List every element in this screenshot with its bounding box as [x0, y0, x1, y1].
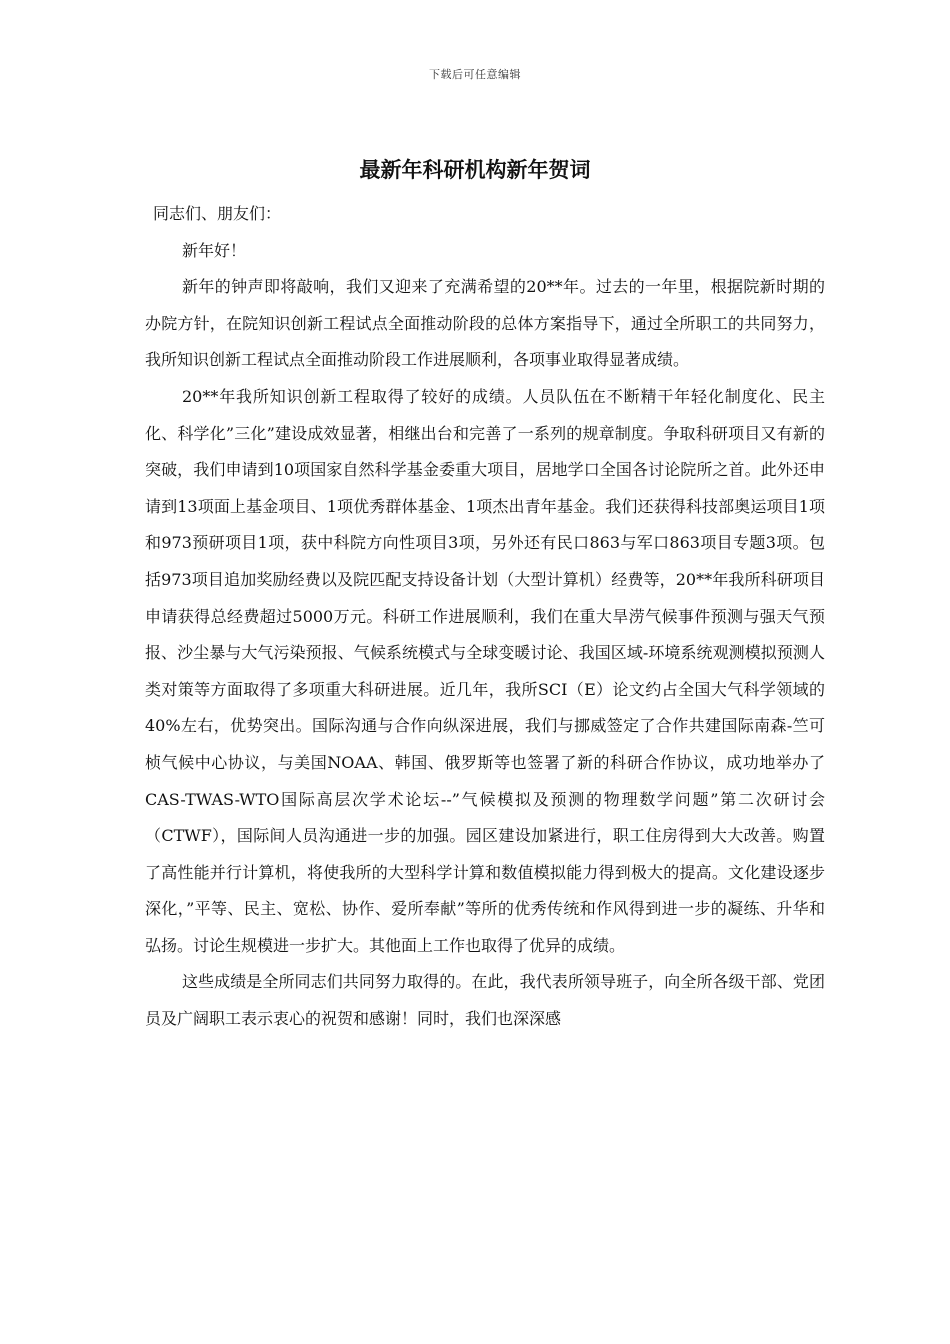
- paragraph-greeting: 新年好！: [182, 240, 247, 260]
- salutation: 同志们、朋友们：: [153, 204, 282, 223]
- header-note: 下载后可任意编辑: [429, 68, 521, 81]
- paragraph-achievements: 20**年我所知识创新工程取得了较好的成绩。人员队伍在不断精干年轻化制度化、民主化、科学化”三化”建设成效显著，相继出台和完善了一系列的规章制度。争取科研项目又有新的突破，我们申请到10项国家自然科学基金委重大项目，居地学口全国各讨论院所之首。此外还申请到13项面上基金项目、1项优秀群体基金、1项杰出青年基金。我们还获得科技部奥运项目1项和973预研项目1项，获中科院方向性项目3项，另外还有民口863与军口863项目专题3项。包括973项目追加奖励经费以及院匹配支持设备计划（大型计算机）经费等，20**年我所科研项目申请获得总经费超过5000万元。科研工作进展顺利，我们在重大旱涝气候事件预测与强天气预报、沙尘暴与大气污染预报、气候系统模式与全球变暖讨论、我国区域-环境系统观测模拟预测人类对策等方面取得了多项重大科研进展。近几年，我所SCI（E）论文约占全国大气科学领域的40%左右，优势突出。国际沟通与合作向纵深进展，我们与挪威签定了合作共建国际南森-竺可桢气候中心协议，与美国NOAA、韩国、俄罗斯等也签署了新的科研合作协议，成功地举办了CAS-TWAS-WTO国际高层次学术论坛--”气候模拟及预测的物理数学问题”第二次研讨会（CTWF），国际间人员沟通进一步的加强。园区建设加紧进行，职工住房得到大大改善。购置了高性能并行计算机，将使我所的大型科学计算和数值模拟能力得到极大的提高。文化建设逐步深化，”平等、民主、宽松、协作、爱所奉献”等所的优秀传统和作风得到进一步的凝练、升华和弘扬。讨论生规模进一步扩大。其他面上工作也取得了优异的成绩。: [145, 386, 825, 955]
- paragraph-intro: 新年的钟声即将敲响，我们又迎来了充满希望的20**年。过去的一年里，根据院新时期的办院方针，在院知识创新工程试点全面推动阶段的总体方案指导下，通过全所职工的共同努力，我所知识创新工程试点全面推动阶段工作进展顺利，各项事业取得显著成绩。: [145, 277, 825, 370]
- paragraph-thanks: 这些成绩是全所同志们共同努力取得的。在此，我代表所领导班子，向全所各级干部、党团员及广阔职工表示衷心的祝贺和感谢！同时，我们也深深感: [145, 972, 825, 1029]
- document-title: 最新年科研机构新年贺词: [359, 157, 591, 182]
- document-body: [145, 196, 825, 1038]
